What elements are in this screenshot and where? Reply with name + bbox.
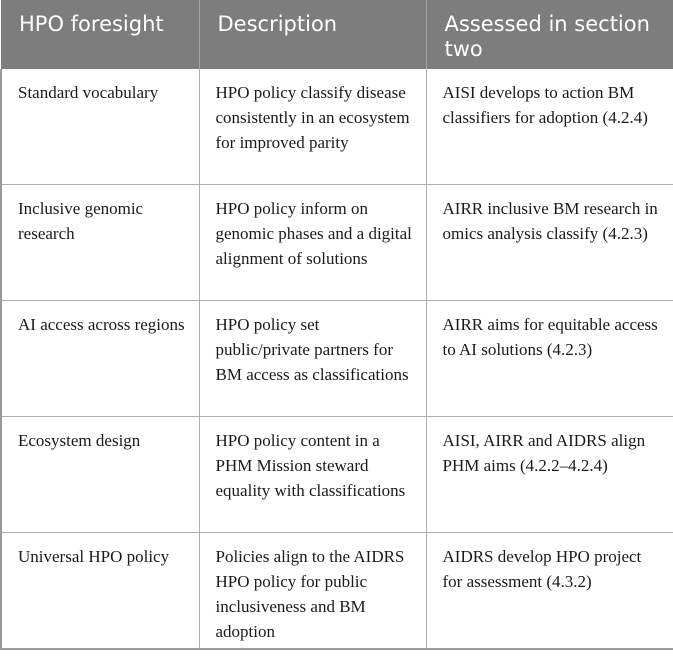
table-row [1, 69, 673, 185]
description-cell: HPO policy content in a PHM Mission steward equality with classifications [199, 417, 426, 533]
table-header [1, 0, 673, 69]
description-cell: Policies align to the AIDRS HPO policy for public inclusiveness and BM adoption [199, 533, 426, 650]
assessed-cell: AIRR inclusive BM research in omics analysis classify (4.2.3) [426, 185, 673, 301]
foresight-cell: Standard vocabulary [1, 69, 199, 185]
table-row [1, 533, 673, 650]
foresight-cell: Ecosystem design [1, 417, 199, 533]
assessed-cell: AIRR aims for equitable access to AI solutions (4.2.3) [426, 301, 673, 417]
foresight-cell: AI access across regions [1, 301, 199, 417]
table-row [1, 185, 673, 301]
assessed-cell: AISI develops to action BM classifiers for adoption (4.2.4) [426, 69, 673, 185]
foresight-cell: Inclusive genomic research [1, 185, 199, 301]
header-description: Description [199, 0, 426, 69]
table-body [1, 69, 673, 649]
header-row [1, 0, 673, 69]
assessed-cell: AISI, AIRR and AIDRS align PHM aims (4.2.2–4.2.4) [426, 417, 673, 533]
header-assessed-in-section-two: Assessed in section two [426, 0, 673, 69]
description-cell: HPO policy classify disease consistently in an ecosystem for improved parity [199, 69, 426, 185]
table-row [1, 417, 673, 533]
header-hpo-foresight: HPO foresight [1, 0, 199, 69]
description-cell: HPO policy inform on genomic phases and a digital alignment of solutions [199, 185, 426, 301]
description-cell: HPO policy set public/private partners for BM access as classifications [199, 301, 426, 417]
foresight-cell: Universal HPO policy [1, 533, 199, 650]
assessed-cell: AIDRS develop HPO project for assessment (4.3.2) [426, 533, 673, 650]
table-row [1, 301, 673, 417]
